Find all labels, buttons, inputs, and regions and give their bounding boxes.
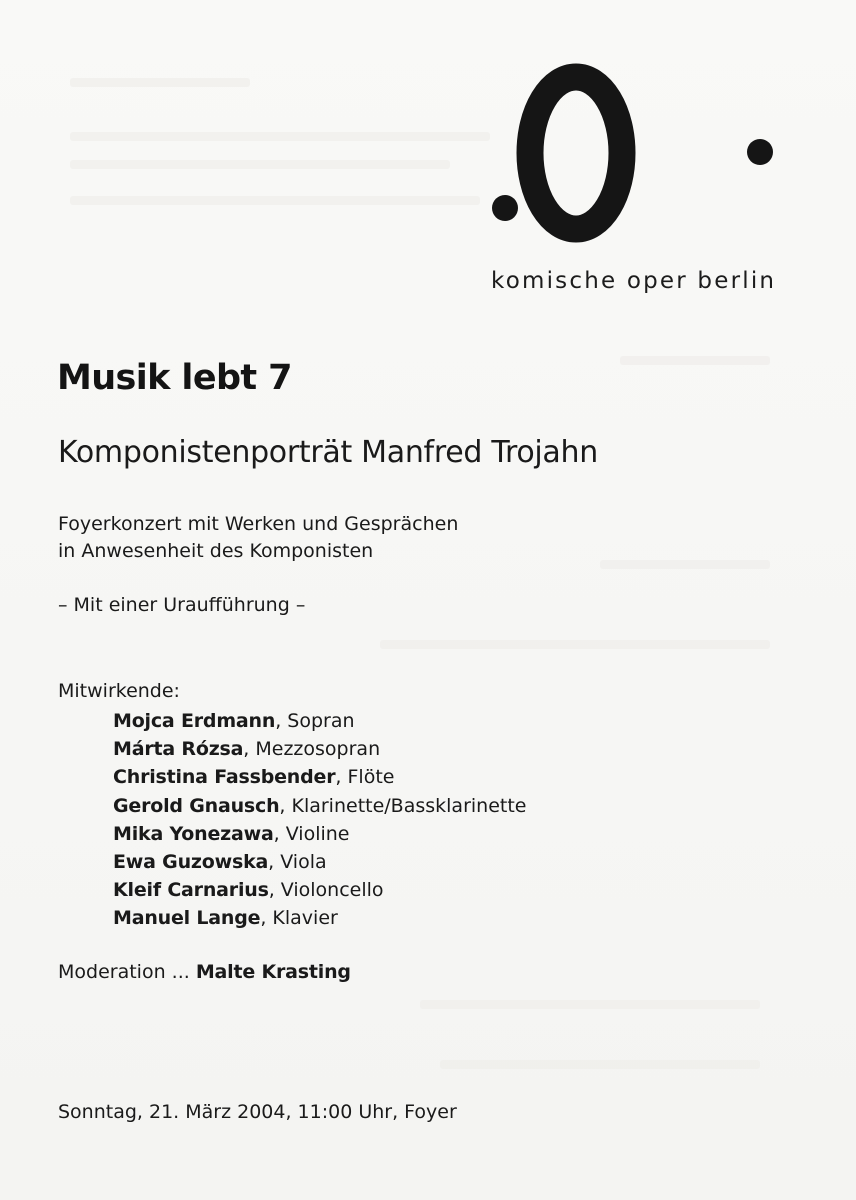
moderation-label: Moderation ...	[58, 961, 196, 983]
performer-name: Gerold Gnausch	[113, 794, 280, 817]
performer-item	[113, 820, 527, 848]
performer-role: , Violine	[273, 822, 350, 845]
performer-name: Kleif Carnarius	[113, 879, 269, 902]
performer-item	[113, 763, 527, 791]
event-dateline: Sonntag, 21. März 2004, 11:00 Uhr, Foyer	[58, 1101, 457, 1123]
performer-item	[113, 792, 527, 820]
performers-label: Mitwirkende:	[58, 680, 180, 702]
performer-name: Manuel Lange	[113, 907, 261, 930]
performer-item	[113, 735, 527, 763]
bleed-through-texture	[600, 560, 770, 569]
bleed-through-texture	[70, 160, 450, 169]
bleed-through-texture	[420, 1000, 760, 1009]
performer-role: , Mezzosopran	[243, 738, 381, 761]
bleed-through-texture	[70, 132, 490, 141]
logo-right-dot-icon	[747, 139, 773, 165]
logo-o-icon	[530, 77, 622, 229]
performer-role: , Klarinette/Bassklarinette	[279, 794, 527, 817]
description-line-2: in Anwesenheit des Komponisten	[58, 540, 374, 562]
bleed-through-texture	[440, 1060, 760, 1069]
performer-role: , Sopran	[275, 710, 355, 732]
event-description	[58, 511, 458, 565]
moderator-name: Malte Krasting	[195, 961, 351, 983]
performer-role: , Flöte	[335, 766, 395, 789]
description-line-1: Foyerkonzert mit Werken und Gesprächen	[58, 513, 459, 535]
performer-role: , Violoncello	[268, 879, 384, 902]
performer-name: Christina Fassbender	[113, 766, 336, 789]
performer-name: Ewa Guzowska	[113, 851, 269, 874]
performer-role: , Klavier	[260, 907, 338, 930]
performer-item	[113, 848, 527, 876]
bleed-through-texture	[70, 196, 480, 205]
performer-name: Márta Rózsa	[113, 738, 244, 761]
premiere-note: – Mit einer Uraufführung –	[58, 594, 306, 616]
performer-role: , Viola	[268, 851, 327, 874]
bleed-through-texture	[620, 356, 770, 365]
performer-item	[113, 876, 527, 904]
performer-name: Mika Yonezawa	[113, 822, 274, 845]
bleed-through-texture	[380, 640, 770, 649]
performer-item	[113, 904, 527, 932]
bleed-through-texture	[70, 78, 250, 87]
logo-left-dot-icon	[492, 195, 518, 221]
logo-caption: komische oper berlin	[491, 268, 777, 294]
komische-oper-logo	[488, 62, 788, 252]
event-subtitle: Komponistenporträt Manfred Trojahn	[58, 435, 598, 470]
performer-item	[113, 707, 527, 735]
event-title: Musik lebt 7	[57, 358, 292, 398]
performer-name: Mojca Erdmann	[113, 710, 276, 732]
performers-list	[113, 707, 527, 933]
moderation-line	[58, 961, 351, 983]
